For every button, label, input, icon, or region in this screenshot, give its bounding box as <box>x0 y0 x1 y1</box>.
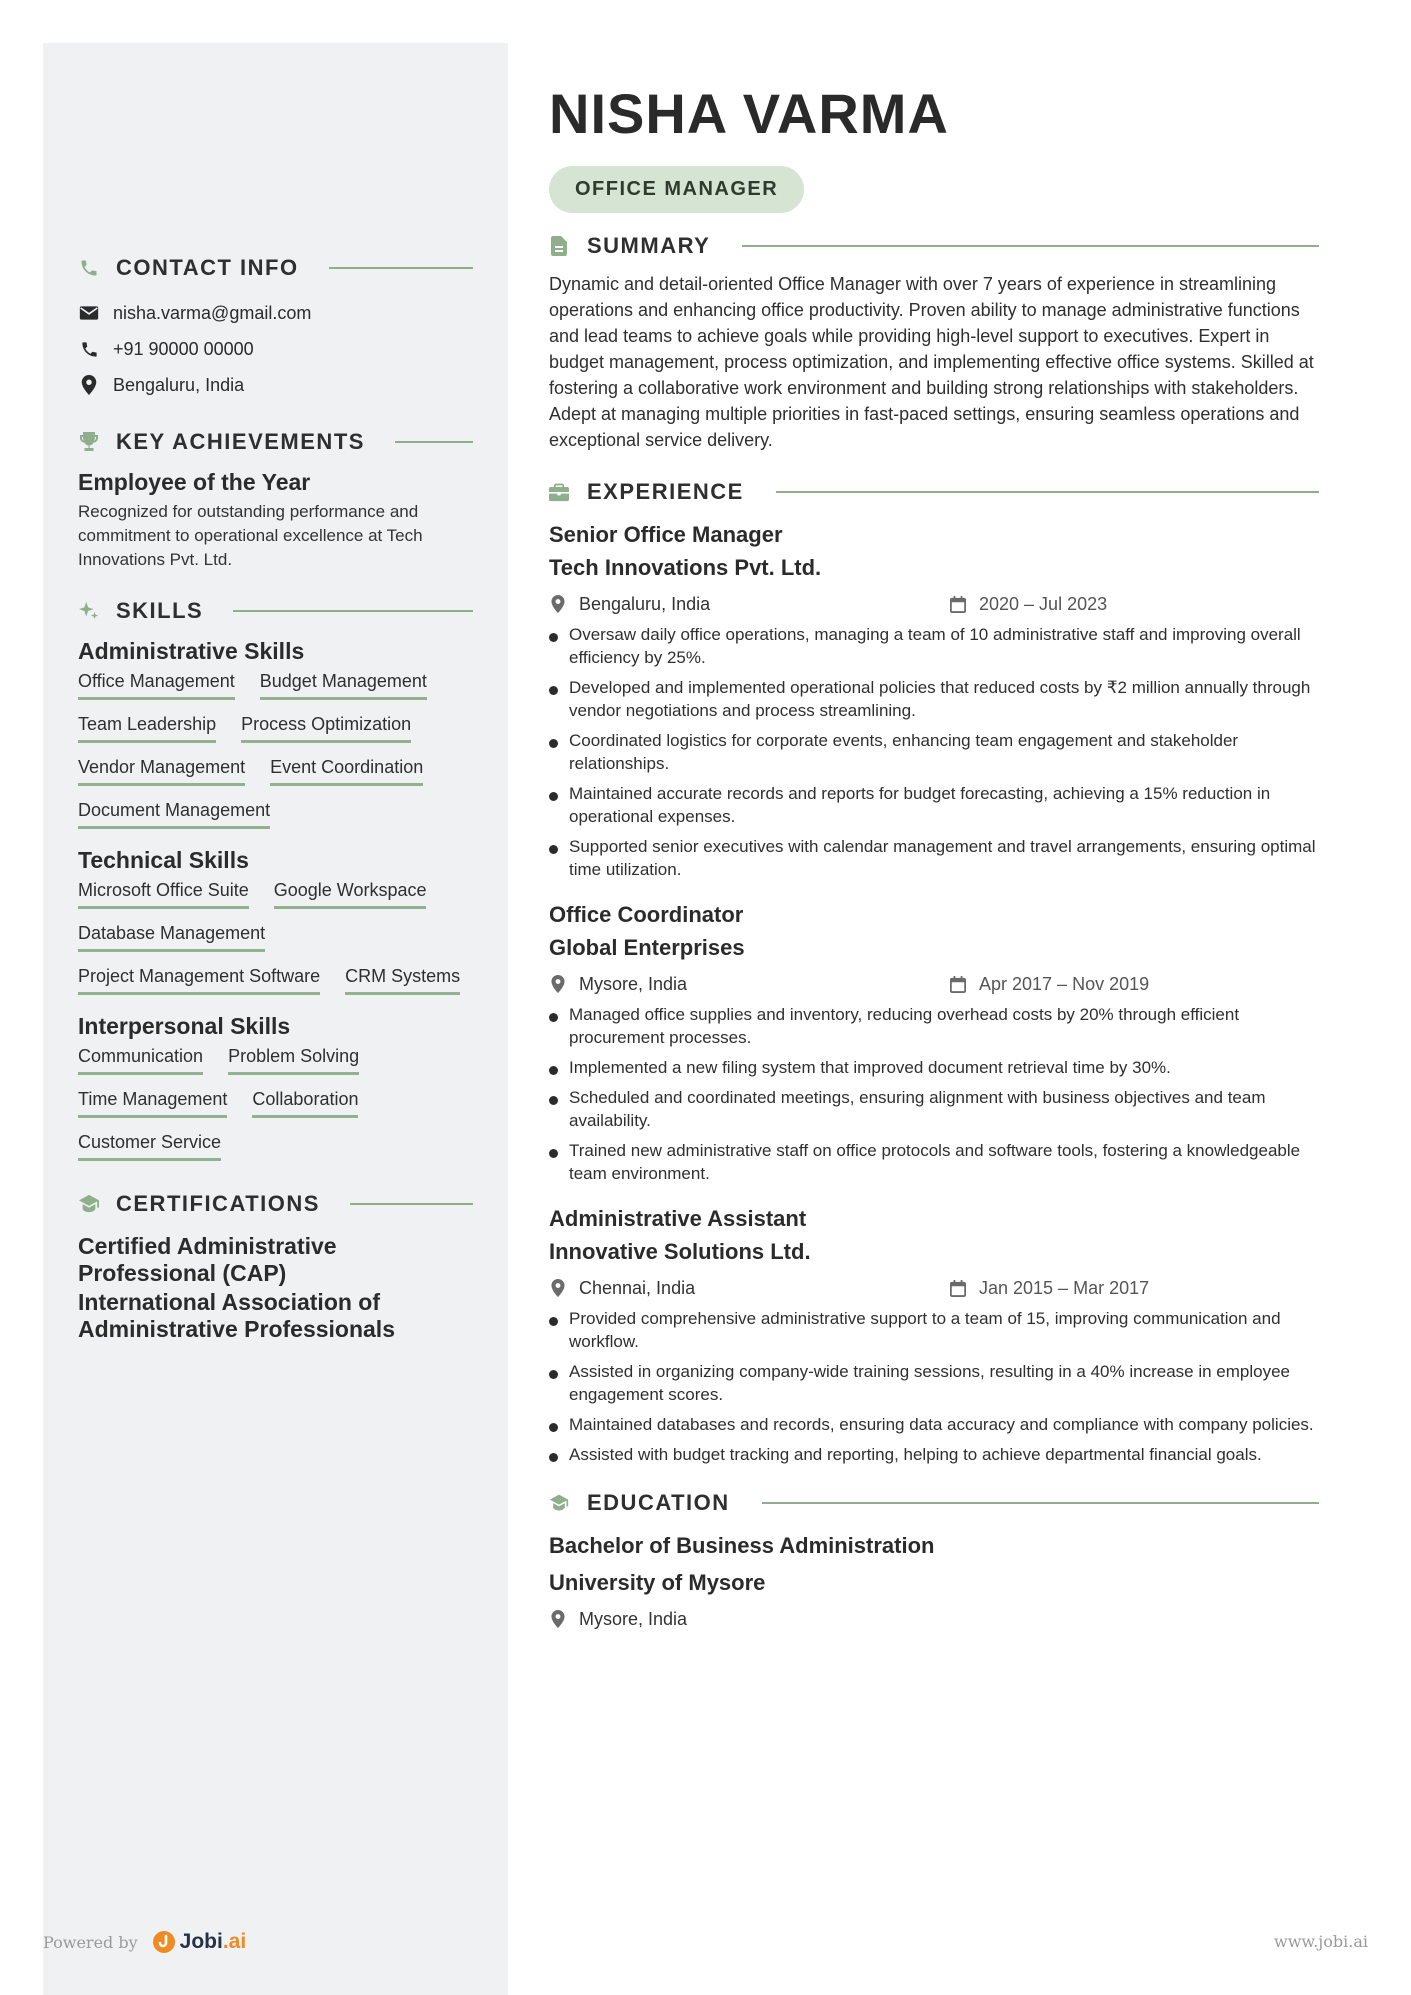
job-bullet: Assisted with budget tracking and reporting, helping to achieve departmental financial goals. <box>549 1443 1319 1466</box>
job-bullets <box>549 623 1319 881</box>
map-pin-icon <box>549 595 567 613</box>
map-pin-icon <box>78 375 100 395</box>
skill-chips <box>78 880 473 995</box>
job-bullet: Maintained accurate records and reports for budget forecasting, achieving a 15% reduction in operational expenses. <box>549 782 1319 828</box>
summary-title: SUMMARY <box>587 233 711 258</box>
contact-phone[interactable]: +91 90000 00000 <box>113 338 254 359</box>
summary-text: Dynamic and detail-oriented Office Manager with over 7 years of experience in streamlining operations and enhancing office productivity. Proven ability to manage administrative functions and lead teams to achieve goals while providing high-level support to executives. Expert in budget management, process optimization, and implementing effective office systems. Skilled at fostering a collaborative work environment and building strong relationships with stakeholders. Adept at managing multiple priorities in fast-paced settings, ensuring seamless operations and exceptional service delivery. <box>549 274 1314 450</box>
job-bullet: Managed office supplies and inventory, reducing overhead costs by 20% through efficient procurement processes. <box>549 1003 1319 1049</box>
job-entry <box>549 899 1319 1185</box>
job-location-text: Chennai, India <box>579 1277 696 1298</box>
skill-chip: Project Management Software <box>78 966 320 995</box>
skill-group-title: Administrative Skills <box>78 638 305 664</box>
graduation-cap-icon <box>549 1492 569 1514</box>
job-bullet: Maintained databases and records, ensuring data accuracy and compliance with company policies. <box>549 1413 1319 1436</box>
skill-chip: Problem Solving <box>228 1046 359 1075</box>
role-badge: OFFICE MANAGER <box>549 166 804 213</box>
skill-chip: Time Management <box>78 1089 227 1118</box>
section-rule <box>776 491 1319 493</box>
skill-chip: Customer Service <box>78 1132 221 1161</box>
skill-group-interpersonal <box>78 1013 473 1161</box>
job-dates-text: Apr 2017 – Nov 2019 <box>979 973 1150 994</box>
skill-chip: Office Management <box>78 671 235 700</box>
job-location-text: Mysore, India <box>579 973 688 994</box>
contact-section-header <box>78 251 473 285</box>
job-title: Office Coordinator <box>549 902 744 927</box>
job-bullet: Oversaw daily office operations, managing a team of 10 administrative staff and improving overall efficiency by 25%. <box>549 623 1319 669</box>
job-bullets <box>549 1003 1319 1185</box>
education-location-text: Mysore, India <box>579 1608 688 1629</box>
certifications-title: CERTIFICATIONS <box>116 1191 320 1216</box>
job-location <box>549 594 949 615</box>
phone-icon <box>78 257 100 279</box>
graduation-cap-icon <box>78 1193 100 1215</box>
summary-section-header <box>549 229 1319 263</box>
skill-chip: Team Leadership <box>78 714 216 743</box>
job-meta <box>549 587 1319 621</box>
section-rule <box>395 441 473 443</box>
skill-group-title: Technical Skills <box>78 847 249 873</box>
education-degree: Bachelor of Business Administration <box>549 1533 935 1558</box>
job-entry <box>549 519 1319 881</box>
experience-section-header <box>549 475 1319 509</box>
document-icon <box>549 235 569 257</box>
job-dates-text: Jan 2015 – Mar 2017 <box>979 1277 1150 1298</box>
education-title: EDUCATION <box>587 1490 730 1515</box>
skill-chips <box>78 1046 473 1161</box>
job-dates <box>949 974 1149 995</box>
achievements-title: KEY ACHIEVEMENTS <box>116 429 365 454</box>
job-dates-text: 2020 – Jul 2023 <box>979 593 1108 614</box>
education-meta <box>549 1602 1319 1636</box>
sparkle-icon <box>78 600 100 622</box>
job-bullet: Coordinated logistics for corporate events, enhancing team engagement and stakeholder relationships. <box>549 729 1319 775</box>
skill-chip: Database Management <box>78 923 265 952</box>
certification-name: Certified Administrative Professional (CAP) <box>78 1233 337 1286</box>
achievement-title: Employee of the Year <box>78 469 311 495</box>
education-entry <box>549 1530 1319 1636</box>
experience-title: EXPERIENCE <box>587 479 744 504</box>
map-pin-icon <box>549 1279 567 1297</box>
job-company: Tech Innovations Pvt. Ltd. <box>549 555 822 580</box>
education-school: University of Mysore <box>549 1570 766 1595</box>
contact-title: CONTACT INFO <box>116 255 299 280</box>
powered-by-footer <box>43 1930 246 1954</box>
job-bullet: Provided comprehensive administrative support to a team of 15, improving communication and workflow. <box>549 1307 1319 1353</box>
job-bullet: Supported senior executives with calendar management and travel arrangements, ensuring optimal time utilization. <box>549 835 1319 881</box>
skill-group-title: Interpersonal Skills <box>78 1013 291 1039</box>
skill-group-administrative <box>78 638 473 829</box>
education-section-header <box>549 1486 1319 1520</box>
skill-chip: Event Coordination <box>270 757 423 786</box>
skill-chip: Microsoft Office Suite <box>78 880 249 909</box>
skill-chip: Budget Management <box>260 671 427 700</box>
trophy-icon <box>78 431 100 453</box>
calendar-icon <box>949 1280 967 1297</box>
brand-suffix: .ai <box>222 1930 247 1953</box>
calendar-icon <box>949 596 967 613</box>
contact-email[interactable]: nisha.varma@gmail.com <box>113 302 312 323</box>
job-location <box>549 1278 949 1299</box>
job-title: Administrative Assistant <box>549 1206 807 1231</box>
envelope-icon <box>78 305 100 321</box>
brand-logo-icon <box>152 1930 176 1954</box>
briefcase-icon <box>549 481 569 503</box>
section-rule <box>762 1502 1319 1504</box>
contact-location: Bengaluru, India <box>113 374 245 395</box>
job-bullet: Trained new administrative staff on office protocols and software tools, fostering a knowledgeable team environment. <box>549 1139 1319 1185</box>
skill-chip: CRM Systems <box>345 966 460 995</box>
contact-location-row <box>78 367 473 403</box>
main-content <box>549 80 1319 1636</box>
powered-by-label: Powered by <box>43 1932 138 1952</box>
skill-chip: Document Management <box>78 800 270 829</box>
contact-phone-row <box>78 331 473 367</box>
skills-section-header <box>78 594 473 628</box>
brand-logo[interactable] <box>152 1930 247 1954</box>
skill-chip: Collaboration <box>252 1089 358 1118</box>
job-dates <box>949 1278 1149 1299</box>
section-rule <box>233 610 473 612</box>
skills-title: SKILLS <box>116 598 204 623</box>
job-entry <box>549 1203 1319 1466</box>
candidate-name: NISHA VARMA <box>549 82 949 145</box>
skill-group-technical <box>78 847 473 995</box>
job-company: Global Enterprises <box>549 935 745 960</box>
section-rule <box>350 1203 473 1205</box>
skill-chip: Process Optimization <box>241 714 411 743</box>
job-bullet: Developed and implemented operational policies that reduced costs by ₹2 million annually through vendor negotiations and process streamlining. <box>549 676 1319 722</box>
job-bullet: Assisted in organizing company-wide training sessions, resulting in a 40% increase in employee engagement scores. <box>549 1360 1319 1406</box>
section-rule <box>329 267 473 269</box>
sidebar <box>43 43 508 1995</box>
certifications-section-header <box>78 1187 473 1221</box>
skill-chips <box>78 671 473 829</box>
job-location-text: Bengaluru, India <box>579 593 711 614</box>
job-dates <box>949 594 1107 615</box>
contact-email-row <box>78 295 473 331</box>
achievement-item <box>78 469 473 572</box>
phone-icon <box>78 340 100 359</box>
website-link[interactable]: www.jobi.ai <box>1274 1932 1368 1951</box>
certification-item <box>78 1233 473 1343</box>
calendar-icon <box>949 976 967 993</box>
job-bullet: Scheduled and coordinated meetings, ensuring alignment with business objectives and team availability. <box>549 1086 1319 1132</box>
section-rule <box>742 245 1319 247</box>
sidebar-content <box>78 251 473 1343</box>
job-meta <box>549 967 1319 1001</box>
skill-chip: Communication <box>78 1046 203 1075</box>
skill-chip: Google Workspace <box>274 880 427 909</box>
job-title: Senior Office Manager <box>549 522 783 547</box>
education-location <box>549 1609 949 1630</box>
brand-name: Jobi <box>179 1930 223 1953</box>
job-bullet: Implemented a new filing system that improved document retrieval time by 30%. <box>549 1056 1319 1079</box>
job-company: Innovative Solutions Ltd. <box>549 1239 811 1264</box>
job-location <box>549 974 949 995</box>
job-meta <box>549 1271 1319 1305</box>
achievement-description: Recognized for outstanding performance and commitment to operational excellence at Tech Innovations Pvt. Ltd. <box>78 502 423 569</box>
skill-chip: Vendor Management <box>78 757 245 786</box>
certification-issuer: International Association of Administrative Professionals <box>78 1289 395 1342</box>
contact-list <box>78 295 473 403</box>
achievements-section-header <box>78 425 473 459</box>
map-pin-icon <box>549 975 567 993</box>
job-bullets <box>549 1307 1319 1466</box>
map-pin-icon <box>549 1610 567 1628</box>
